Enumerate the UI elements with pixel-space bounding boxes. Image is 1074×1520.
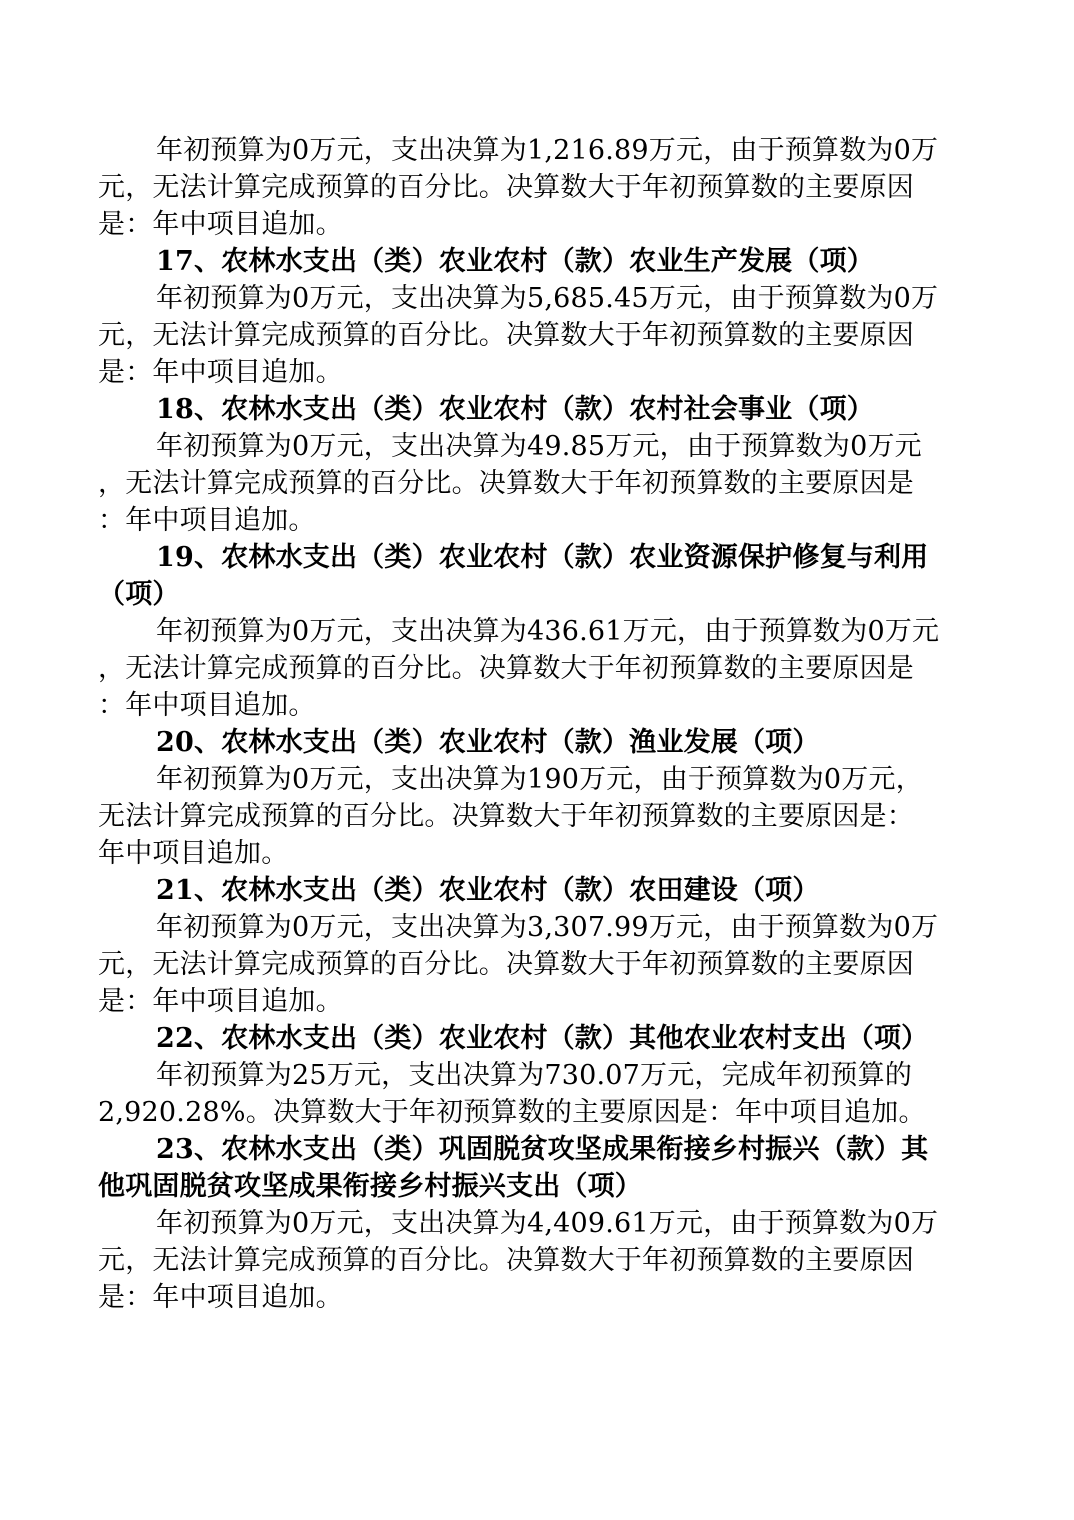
- section-heading: 22、农林水支出（类）农业农村（款）其他农业农村支出（项）: [156, 1023, 929, 1054]
- text-line: 年初预算为0万元，支出决算为436.61万元，由于预算数为0万元: [156, 616, 940, 647]
- section-heading: 21、农林水支出（类）农业农村（款）农田建设（项）: [156, 875, 820, 906]
- document-body: [98, 132, 968, 1316]
- text-line: 年初预算为25万元，支出决算为730.07万元，完成年初预算的: [156, 1060, 913, 1091]
- section-heading: 23、农林水支出（类）巩固脱贫攻坚成果衔接乡村振兴（款）其: [156, 1134, 929, 1165]
- section-heading: （项）: [98, 579, 180, 610]
- section-heading: 18、农林水支出（类）农业农村（款）农村社会事业（项）: [156, 394, 874, 425]
- text-line: 年中项目追加。: [98, 838, 289, 869]
- text-line: 元，无法计算完成预算的百分比。决算数大于年初预算数的主要原因: [98, 320, 914, 351]
- text-line: 年初预算为0万元，支出决算为4,409.61万元，由于预算数为0万: [156, 1208, 939, 1239]
- text-line: 元，无法计算完成预算的百分比。决算数大于年初预算数的主要原因: [98, 949, 914, 980]
- text-line: 元，无法计算完成预算的百分比。决算数大于年初预算数的主要原因: [98, 172, 914, 203]
- text-line: 元，无法计算完成预算的百分比。决算数大于年初预算数的主要原因: [98, 1245, 914, 1276]
- text-line: 是：年中项目追加。: [98, 1282, 343, 1313]
- text-line: ，无法计算完成预算的百分比。决算数大于年初预算数的主要原因是: [98, 653, 914, 684]
- section-heading: 他巩固脱贫攻坚成果衔接乡村振兴支出（项）: [98, 1171, 642, 1202]
- text-line: 是：年中项目追加。: [98, 209, 343, 240]
- text-line: 年初预算为0万元，支出决算为190万元，由于预算数为0万元，: [156, 764, 923, 795]
- text-line: 年初预算为0万元，支出决算为1,216.89万元，由于预算数为0万: [156, 135, 939, 166]
- text-line: 年初预算为0万元，支出决算为49.85万元，由于预算数为0万元: [156, 431, 922, 462]
- text-line: ，无法计算完成预算的百分比。决算数大于年初预算数的主要原因是: [98, 468, 914, 499]
- text-line: 是：年中项目追加。: [98, 357, 343, 388]
- section-heading: 20、农林水支出（类）农业农村（款）渔业发展（项）: [156, 727, 820, 758]
- text-line: 2,920.28%。决算数大于年初预算数的主要原因是：年中项目追加。: [98, 1097, 926, 1128]
- text-line: 无法计算完成预算的百分比。决算数大于年初预算数的主要原因是：: [98, 801, 914, 832]
- text-line: 年初预算为0万元，支出决算为3,307.99万元，由于预算数为0万: [156, 912, 939, 943]
- text-line: 年初预算为0万元，支出决算为5,685.45万元，由于预算数为0万: [156, 283, 939, 314]
- text-line: ：年中项目追加。: [98, 505, 316, 536]
- section-heading: 17、农林水支出（类）农业农村（款）农业生产发展（项）: [156, 246, 874, 277]
- text-line: ：年中项目追加。: [98, 690, 316, 721]
- text-line: 是：年中项目追加。: [98, 986, 343, 1017]
- section-heading: 19、农林水支出（类）农业农村（款）农业资源保护修复与利用: [156, 542, 929, 573]
